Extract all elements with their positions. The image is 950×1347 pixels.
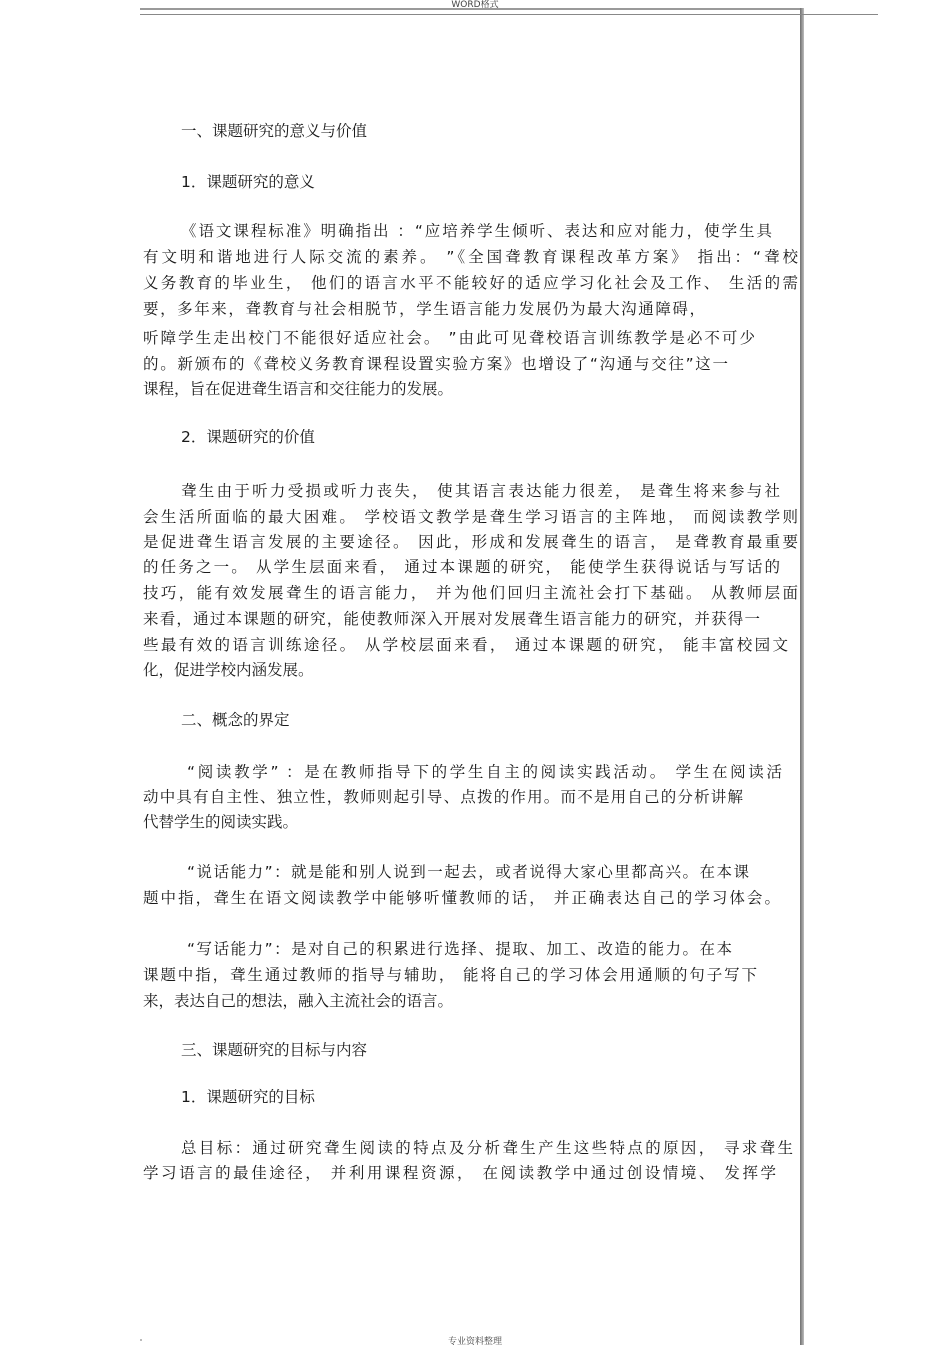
paragraph-line: 有文明和谐地进行人际交流的素养。 ”《全国聋教育课程改革方案》 指出：“聋校 — [143, 248, 798, 266]
paragraph-line: 题中指，聋生在语文阅读教学中能够听懂教师的话， 并正确表达自己的学习体会。 — [143, 889, 780, 907]
paragraph-line: “说话能力”：就是能和别人说到一起去，或者说得大家心里都高兴。在本课 — [187, 863, 749, 881]
paragraph-line: 技巧，能有效发展聋生的语言能力， 并为他们回归主流社会打下基础。 从教师层面 — [143, 584, 798, 602]
paragraph-line: 会生活所面临的最大困难。 学校语文教学是聋生学习语言的主阵地， 而阅读教学则 — [143, 508, 798, 526]
subsection-heading: 2．课题研究的价值 — [181, 428, 315, 446]
paragraph-line: 课程，旨在促进聋生语言和交往能力的发展。 — [143, 380, 454, 398]
footer-text: 专业资料整理 — [447, 1337, 502, 1347]
header-text: WORD格式 — [451, 0, 499, 10]
paragraph-line: “阅读教学” ：是在教师指导下的学生自主的阅读实践活动。 学生在阅读活 — [187, 763, 782, 781]
paragraph-line: 来看，通过本课题的研究，能使教师深入开展对发展聋生语言能力的研究，并获得一 — [143, 610, 760, 628]
paragraph-line: 是促进聋生语言发展的主要途径。 因此，形成和发展聋生的语言， 是聋教育最重要 — [143, 533, 798, 551]
paragraph-line: 化，促进学校内涵发展。 — [143, 661, 314, 679]
page-right-edge — [800, 8, 804, 1345]
subsection-heading: 1．课题研究的目标 — [181, 1088, 315, 1106]
paragraph-line: “写话能力”：是对自己的积累进行选择、提取、加工、改造的能力。在本 — [187, 940, 732, 958]
paragraph-line: 些最有效的语言训练途径。 从学校层面来看， 通过本课题的研究， 能丰富校园文 — [143, 636, 788, 654]
paragraph-line: 的。新颁布的《聋校义务教育课程设置实验方案》也增设了“沟通与交往”这一 — [143, 355, 728, 373]
paragraph-line: 《语文课程标准》明确指出 ：“应培养学生倾听、表达和应对能力，使学生具 — [181, 222, 772, 240]
section-heading: 一、课题研究的意义与价值 — [181, 122, 368, 140]
paragraph-line: 聋生由于听力受损或听力丧失， 使其语言表达能力很差， 是聋生将来参与社 — [181, 482, 780, 500]
paragraph-line: 听障学生走出校门不能很好适应社会。 ”由此可见聋校语言训练教学是必不可少 — [143, 329, 755, 347]
paragraph-line: 总目标：通过研究聋生阅读的特点及分析聋生产生这些特点的原因， 寻求聋生 — [181, 1139, 793, 1157]
section-heading: 二、概念的界定 — [181, 711, 290, 729]
paragraph-line: 要，多年来，聋教育与社会相脱节，学生语言能力发展仍为最大沟通障碍， — [143, 300, 705, 318]
paragraph-line: 代替学生的阅读实践。 — [143, 813, 299, 831]
section-heading: 三、课题研究的目标与内容 — [181, 1041, 368, 1059]
subsection-heading: 1．课题研究的意义 — [181, 173, 315, 191]
paragraph-line: 动中具有自主性、独立性，教师则起引导、点拨的作用。而不是用自己的分析讲解 — [143, 788, 743, 806]
paragraph-line: 课题中指，聋生通过教师的指导与辅助， 能将自己的学习体会用通顺的句子写下 — [143, 966, 757, 984]
paragraph-line: 来，表达自己的想法，融入主流社会的语言。 — [143, 992, 454, 1010]
paragraph-line: 学习语言的最佳途径， 并利用课程资源， 在阅读教学中通过创设情境、 发挥学 — [143, 1164, 776, 1182]
paragraph-line: 的任务之一。 从学生层面来看， 通过本课题的研究， 能使学生获得说话与写话的 — [143, 558, 780, 576]
paragraph-line: 义务教育的毕业生， 他们的语言水平不能较好的适应学习化社会及工作、 生活的需 — [143, 274, 798, 292]
